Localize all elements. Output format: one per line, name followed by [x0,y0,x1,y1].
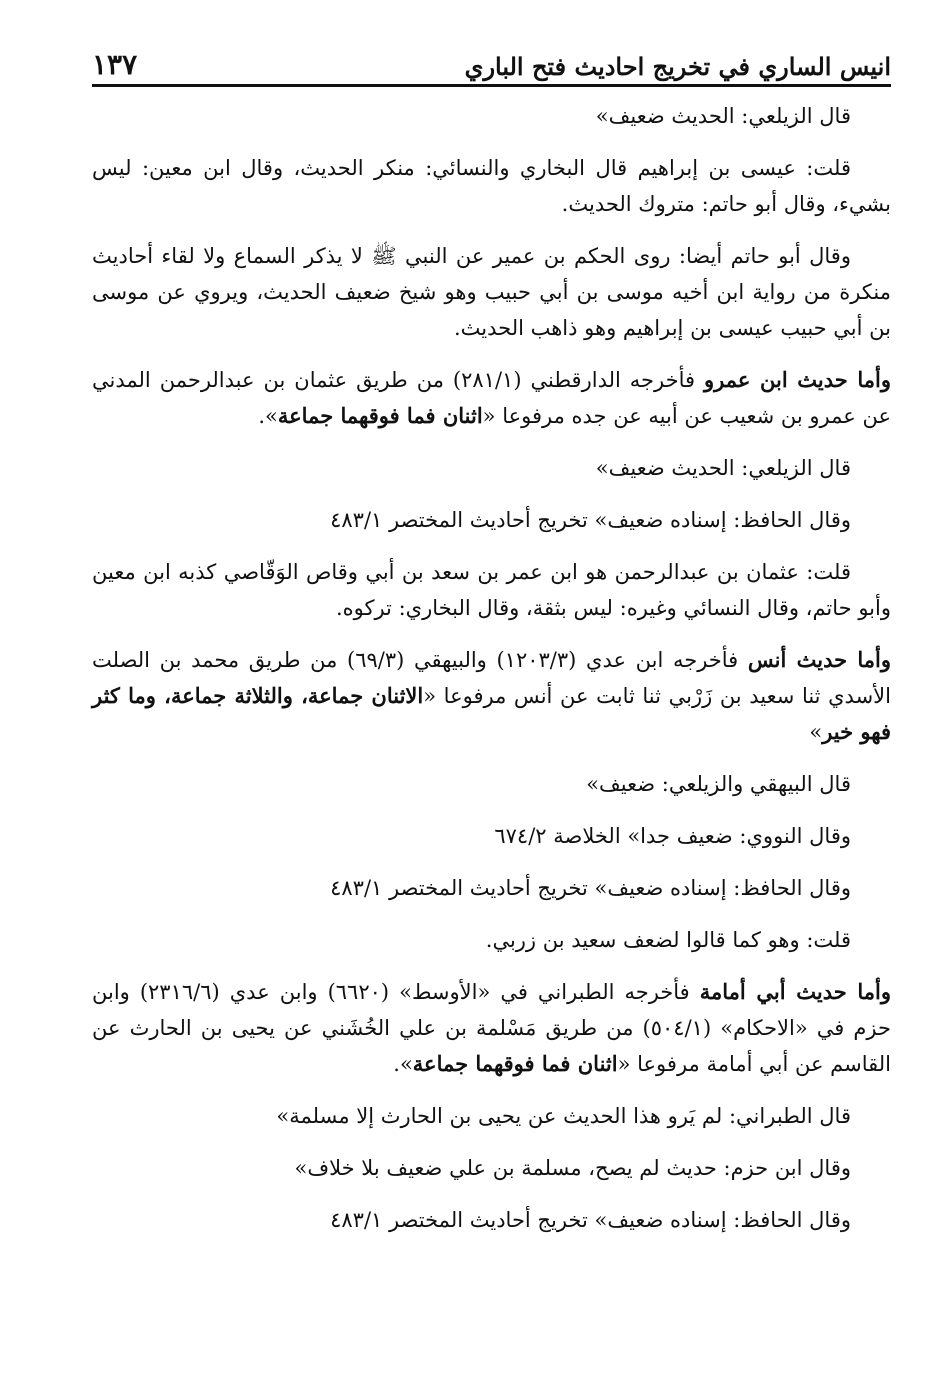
text-run: وقال الحافظ: إسناده ضعيف» تخريج أحاديث المختصر ٤٨٣/١ [330,876,851,900]
paragraph [92,974,891,1082]
text-run: قال الزيلعي: الحديث ضعيف» [595,104,851,128]
text-run: قال الزيلعي: الحديث ضعيف» [595,456,851,480]
page-header [92,50,891,87]
paragraph [92,1098,891,1134]
paragraph [92,766,891,802]
bold-text-run: الاثنان جماعة، والثلاثة جماعة، وما كثر فهو خير [92,683,891,744]
paragraph [92,502,891,538]
paragraph [92,450,891,486]
text-run: قال البيهقي والزيلعي: ضعيف» [586,772,851,796]
text-run: وقال الحافظ: إسناده ضعيف» تخريج أحاديث المختصر ٤٨٣/١ [330,1208,851,1232]
text-run: قلت: عيسى بن إبراهيم قال البخاري والنسائي: منكر الحديث، وقال ابن معين: ليس بشيء، وقال أبو حاتم: متروك الحديث. [92,156,891,216]
bold-text-run: وأما حديث أنس [747,647,892,672]
paragraph [92,1202,891,1238]
text-run: فأخرجه الطبراني في «الأوسط» (٦٦٢٠) وابن عدي (٢٣١٦/٦) وابن حزم في «الاحكام» (٥٠٤/١) من طريق مَسْلمة بن علي الخُشَني عن يحيى بن الحارث عن القاسم عن أبي أمامة مرفوعا « [92,980,891,1076]
text-run: وقال أبو حاتم أيضا: روى الحكم بن عمير عن النبي ﷺ لا يذكر السماع ولا لقاء أحاديث منكرة من رواية ابن أخيه موسى بن أبي حبيب وهو شيخ ضعيف الحديث، ويروي عن موسى بن أبي حبيب عيسى بن إبراهيم وهو ذاهب الحديث. [92,244,891,340]
paragraph [92,150,891,222]
text-run: قلت: وهو كما قالوا لضعف سعيد بن زربي. [485,928,851,952]
paragraph [92,362,891,434]
text-run: فأخرجه ابن عدي (١٢٠٣/٣) والبيهقي (٦٩/٣) من طريق محمد بن الصلت الأسدي ثنا سعيد بن زَرْبي ثنا ثابت عن أنس مرفوعا « [92,648,891,708]
text-run: وقال ابن حزم: حديث لم يصح، مسلمة بن علي ضعيف بلا خلاف» [294,1156,851,1180]
text-run: قلت: عثمان بن عبدالرحمن هو ابن عمر بن سعد بن أبي وقاص الوَقّاصي كذبه ابن معين وأبو حاتم، وقال النسائي وغيره: ليس بثقة، وقال البخاري: تركوه. [92,560,891,620]
text-run: وقال الحافظ: إسناده ضعيف» تخريج أحاديث المختصر ٤٨٣/١ [330,508,851,532]
paragraph [92,922,891,958]
paragraph [92,818,891,854]
text-run: ». [258,404,278,428]
page-number: ١٣٧ [92,48,138,81]
paragraph [92,642,891,750]
bold-text-run: اثنان فما فوقهما جماعة [412,1051,618,1076]
paragraph [92,238,891,346]
text-run: وقال النووي: ضعيف جدا» الخلاصة ٦٧٤/٢ [494,824,851,848]
paragraph [92,554,891,626]
bold-text-run: وأما حديث أبي أمامة [699,979,891,1004]
page-body [92,98,891,1238]
text-run: قال الطبراني: لم يَرو هذا الحديث عن يحيى بن الحارث إلا مسلمة» [276,1104,851,1128]
paragraph [92,98,891,134]
bold-text-run: اثنان فما فوقهما جماعة [277,403,483,428]
text-run: » [809,720,823,744]
text-run: فأخرجه الدارقطني (٢٨١/١) من طريق عثمان بن عبدالرحمن المدني عن عمرو بن شعيب عن أبيه عن جده مرفوعا « [92,368,891,428]
bold-text-run: وأما حديث ابن عمرو [704,367,891,392]
paragraph [92,1150,891,1186]
running-title: انيس الساري في تخريج احاديث فتح الباري [464,52,891,81]
paragraph [92,870,891,906]
text-run: ». [393,1052,413,1076]
